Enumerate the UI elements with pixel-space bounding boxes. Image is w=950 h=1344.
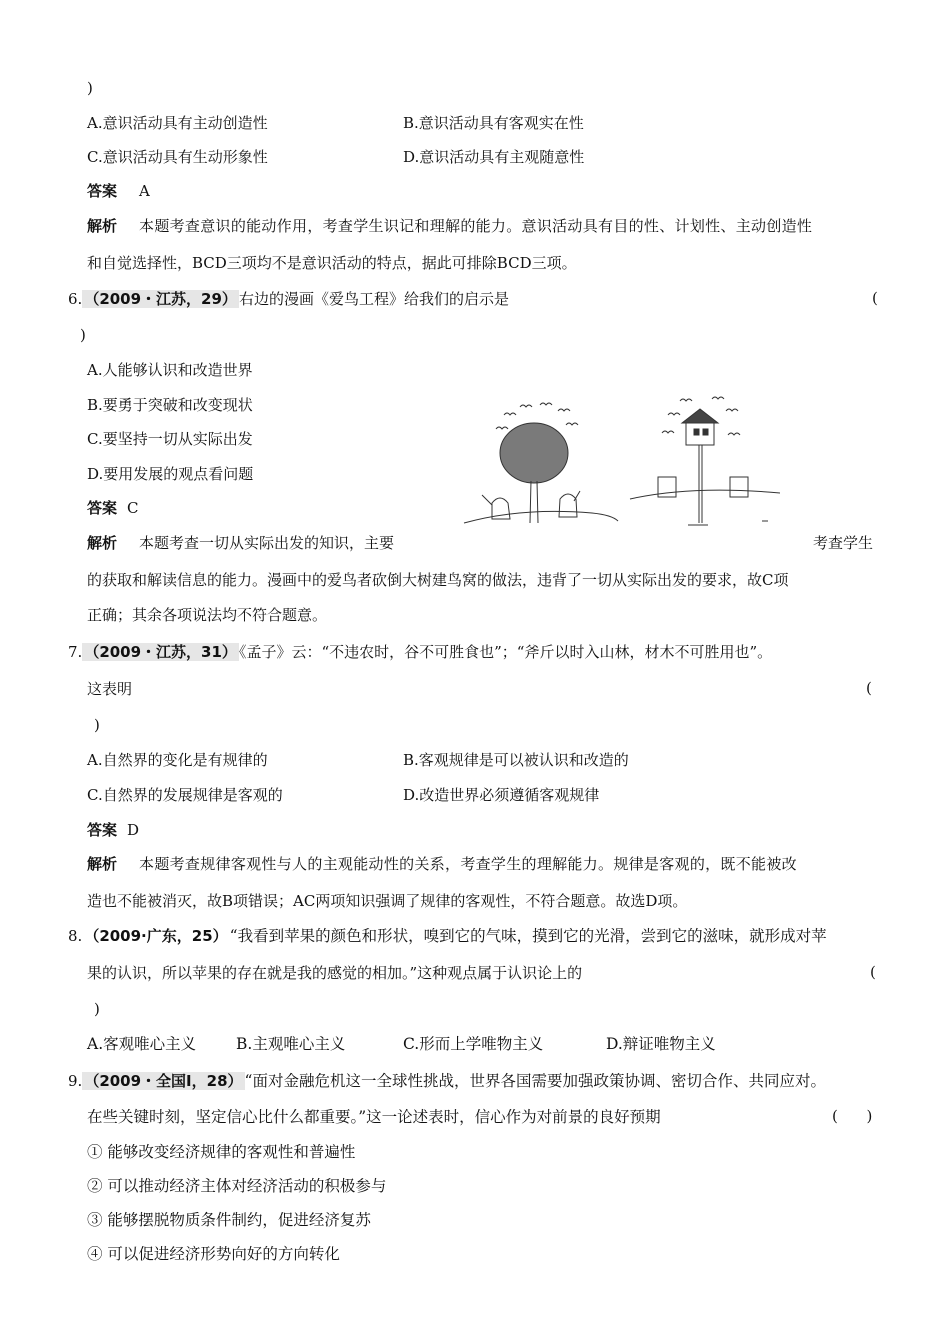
birdhouse-roof (682, 409, 718, 423)
q9-item-3: ③ 能够摆脱物质条件制约，促进经济复苏 (87, 1211, 371, 1229)
q6-answer (87, 498, 139, 518)
question-number: 7. (68, 643, 83, 661)
person-left-1 (482, 495, 510, 519)
question-source: （2009·广东，25） (84, 927, 228, 945)
q7-stem (68, 642, 772, 662)
q5-analysis-line1 (87, 216, 812, 236)
q6-analysis-line1-left (87, 533, 394, 553)
birdhouse-box (686, 423, 714, 445)
birdhouse-pole (699, 445, 702, 523)
q7-paren-open: ( (866, 679, 872, 697)
question-number: 8. (68, 927, 83, 945)
question-number: 6. (68, 290, 83, 308)
stump-marks (688, 521, 768, 525)
q5-option-c: C.意识活动具有生动形象性 (87, 148, 268, 166)
person-right-2 (730, 477, 748, 497)
tree-trunk (530, 481, 538, 523)
q6-option-b: B.要勇于突破和改变现状 (87, 396, 253, 414)
q5-option-a: A.意识活动具有主动创造性 (87, 114, 268, 132)
q6-option-c: C.要坚持一切从实际出发 (87, 430, 253, 448)
question-text: “面对金融危机这一全球性挑战，世界各国需要加强政策协调、密切合作、共同应对。 (244, 1072, 826, 1090)
question-text: 右边的漫画《爱鸟工程》给我们的启示是 (238, 290, 509, 308)
q8-stem (68, 926, 827, 946)
bird-cartoon-illustration (462, 395, 780, 535)
birdhouse-hole (694, 429, 699, 435)
q6-analysis-line3: 正确；其余各项说法均不符合题意。 (87, 606, 328, 624)
q7-option-b: B.客观规律是可以被认识和改造的 (403, 751, 629, 769)
question-number: 9. (68, 1072, 83, 1090)
answer-label: 答案 (87, 182, 118, 200)
q9-item-4: ④ 可以促进经济形势向好的方向转化 (87, 1245, 340, 1263)
question-source: （2009・江苏，29） (84, 290, 237, 308)
analysis-label: 解析 (87, 534, 118, 552)
right-ground (630, 490, 780, 499)
q9-stem-2: 在些关键时刻，坚定信心比什么都重要。”这一论述表时，信心作为对前景的良好预期 (87, 1108, 661, 1126)
q8-option-a: A.客观唯心主义 (87, 1035, 197, 1053)
q7-option-d: D.改造世界必须遵循客观规律 (403, 786, 600, 804)
analysis-text: 本题考查规律客观性与人的主观能动性的关系，考查学生的理解能力。规律是客观的，既不能被改 (139, 855, 797, 873)
analysis-label: 解析 (87, 855, 118, 873)
q7-option-c: C.自然界的发展规律是客观的 (87, 786, 283, 804)
q6-analysis-line2: 的获取和解读信息的能力。漫画中的爱鸟者砍倒大树建鸟窝的做法，违背了一切从实际出发的要求，故C项 (87, 571, 789, 589)
q8-paren-open: ( (870, 963, 876, 981)
analysis-text: 本题考查一切从实际出发的知识，主要 (139, 534, 395, 552)
q5-answer (87, 181, 150, 201)
tree-crown (500, 423, 568, 483)
q6-option-a: A.人能够认识和改造世界 (87, 361, 253, 379)
q6-analysis-line1-right: 考查学生 (813, 534, 874, 552)
q8-option-b: B.主观唯心主义 (236, 1035, 346, 1053)
q9-item-2: ② 可以推动经济主体对经济活动的积极参与 (87, 1177, 387, 1195)
left-ground (464, 511, 618, 523)
analysis-text: 本题考查意识的能动作用，考查学生识记和理解的能力。意识活动具有目的性、计划性、主动创造性 (139, 217, 813, 235)
q7-analysis-line1 (87, 854, 797, 874)
q6-option-d: D.要用发展的观点看问题 (87, 465, 254, 483)
q9-stem (68, 1071, 826, 1091)
person-left-2 (559, 491, 580, 517)
q8-option-c: C.形而上学唯物主义 (403, 1035, 544, 1053)
answer-label: 答案 (87, 821, 118, 839)
q9-item-1: ① 能够改变经济规律的客观性和普遍性 (87, 1143, 356, 1161)
q5-paren-close: ) (87, 79, 93, 97)
answer-label: 答案 (87, 499, 118, 517)
question-source: （2009・全国Ⅰ，28） (84, 1072, 243, 1090)
q8-stem-2: 果的认识，所以苹果的存在就是我的感觉的相加。”这种观点属于认识论上的 (87, 964, 583, 982)
answer-value: A (139, 182, 150, 200)
q6-paren-open: ( (872, 289, 878, 307)
question-source: （2009・江苏，31） (84, 643, 237, 661)
q7-stem-2: 这表明 (87, 680, 133, 698)
q8-paren-close: ) (94, 1000, 100, 1018)
q5-option-b: B.意识活动具有客观实在性 (403, 114, 584, 132)
birdhouse-hole (703, 429, 708, 435)
q5-option-d: D.意识活动具有主观随意性 (403, 148, 585, 166)
analysis-label: 解析 (87, 217, 118, 235)
q5-analysis-line2: 和自觉选择性，BCD三项均不是意识活动的特点，据此可排除BCD三项。 (87, 254, 577, 272)
question-text: 《孟子》云：“不违农时，谷不可胜食也”；“斧斤以时入山林，材木不可胜用也”。 (238, 643, 773, 661)
q6-paren-close: ) (80, 326, 86, 344)
question-text: “我看到苹果的颜色和形状，嗅到它的气味，摸到它的光滑，尝到它的滋味，就形成对苹 (229, 927, 827, 945)
q9-paren: ( ) (832, 1107, 873, 1125)
q7-analysis-line2: 造也不能被消灭，故B项错误；AC两项知识强调了规律的客观性，不符合题意。故选D项。 (87, 892, 688, 910)
q7-paren-close: ) (94, 716, 100, 734)
q8-option-d: D.辩证唯物主义 (606, 1035, 716, 1053)
answer-value: C (127, 499, 139, 517)
q6-stem (68, 289, 509, 309)
q7-option-a: A.自然界的变化是有规律的 (87, 751, 268, 769)
q7-answer (87, 820, 139, 840)
answer-value: D (127, 821, 140, 839)
